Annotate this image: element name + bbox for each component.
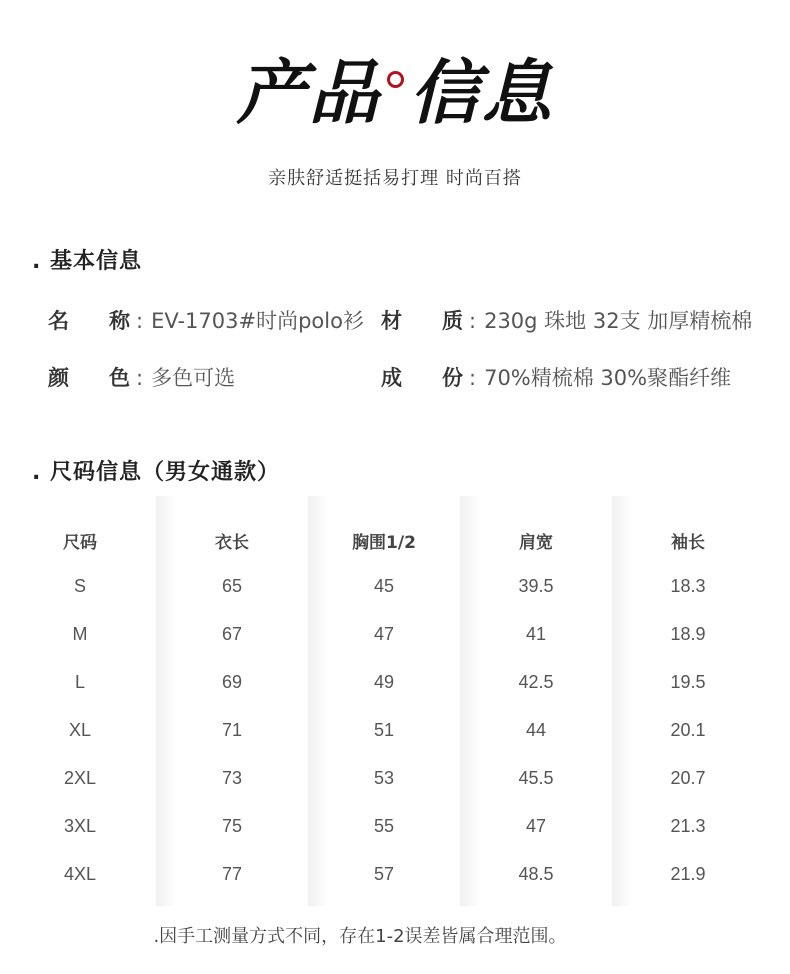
table-cell: 20.7 [670, 768, 706, 788]
info-label: 颜色 [48, 366, 130, 390]
size-column-length [156, 496, 308, 906]
column-header: 衣长 [215, 533, 249, 553]
table-cell: 47 [373, 624, 395, 644]
table-cell: 18.9 [670, 624, 706, 644]
info-value: 多色可选 [151, 366, 236, 390]
size-column-sleeve [612, 496, 764, 906]
table-cell: 18.3 [670, 576, 706, 596]
page-subtitle: 亲肤舒适挺括易打理 时尚百搭 [268, 168, 522, 189]
info-material: 材质 : 230g 珠地 32支 加厚精梳棉 [381, 305, 752, 335]
title-block [0, 48, 790, 138]
table-cell: 69 [221, 672, 243, 692]
table-cell: 3XL [63, 816, 97, 836]
size-column-chest [308, 496, 460, 906]
info-name: 名称 : EV-1703#时尚polo衫 [48, 305, 364, 335]
table-cell: 2XL [63, 768, 97, 788]
page-title-part2: 信息 [409, 51, 554, 134]
info-label: 名称 [48, 309, 130, 333]
info-color: 颜色 : 多色可选 [48, 362, 235, 392]
table-cell: 49 [373, 672, 395, 692]
column-header: 肩宽 [519, 533, 553, 553]
table-cell: S [73, 576, 86, 596]
table-cell: 4XL [63, 864, 97, 884]
column-header: 尺码 [63, 533, 97, 553]
table-cell: L [74, 672, 85, 692]
table-cell: 51 [373, 720, 395, 740]
column-header: 胸围1/2 [352, 533, 416, 553]
table-cell: 20.1 [670, 720, 706, 740]
page-title [237, 48, 554, 138]
info-label: 成份 [381, 366, 463, 390]
basic-info-heading: . 基本信息 [32, 249, 143, 274]
size-table [4, 496, 764, 906]
table-cell: 42.5 [518, 672, 554, 692]
table-cell: 45.5 [518, 768, 554, 788]
table-cell: 48.5 [518, 864, 554, 884]
circle-dot-icon [387, 71, 404, 88]
table-cell: 53 [373, 768, 395, 788]
table-cell: 44 [525, 720, 547, 740]
info-composition: 成份 : 70%精梳棉 30%聚酯纤维 [381, 362, 731, 392]
table-cell: 21.9 [670, 864, 706, 884]
size-column-shoulder [460, 496, 612, 906]
table-cell: 77 [221, 864, 243, 884]
info-value: 70%精梳棉 30%聚酯纤维 [484, 366, 732, 390]
table-cell: 41 [525, 624, 547, 644]
page-title-part1: 产品 [236, 51, 381, 134]
table-cell: 19.5 [670, 672, 706, 692]
table-cell: 21.3 [670, 816, 706, 836]
table-cell: 65 [221, 576, 243, 596]
info-label: 材质 [381, 309, 463, 333]
measurement-note: .因手工测量方式不同，存在1-2误差皆属合理范围。 [153, 926, 567, 947]
size-info-heading: . 尺码信息（男女通款） [32, 460, 281, 485]
column-header: 袖长 [671, 533, 705, 553]
size-column-size [4, 496, 156, 906]
table-cell: XL [68, 720, 92, 740]
table-cell: 39.5 [518, 576, 554, 596]
table-cell: 45 [373, 576, 395, 596]
table-cell: 75 [221, 816, 243, 836]
table-cell: 73 [221, 768, 243, 788]
info-value: 230g 珠地 32支 加厚精梳棉 [484, 309, 753, 333]
table-cell: 57 [373, 864, 395, 884]
table-cell: M [72, 624, 88, 644]
table-cell: 67 [221, 624, 243, 644]
table-cell: 71 [221, 720, 243, 740]
info-value: EV-1703#时尚polo衫 [151, 309, 364, 333]
table-cell: 55 [373, 816, 395, 836]
table-cell: 47 [525, 816, 547, 836]
